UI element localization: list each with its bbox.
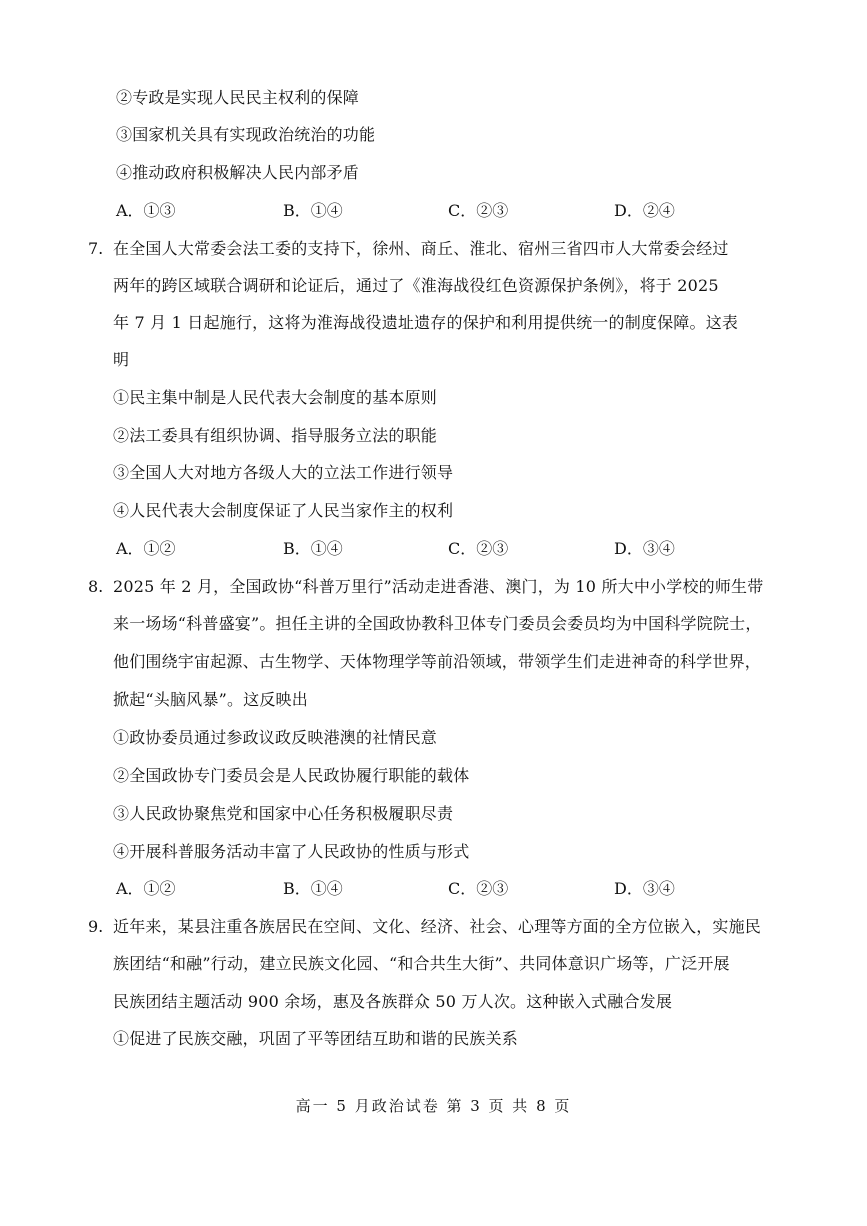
q9-stem-line-2: 族团结“和融”行动，建立民族文化园、“和合共生大街”、共同体意识广场等，广泛开展 [113,954,730,973]
q6-item-2: ②专政是实现人民民主权利的保障 [116,88,360,107]
q6-option-c: C．②③ [448,201,509,220]
q8-item-2: ②全国政协专门委员会是人民政协履行职能的载体 [113,766,470,785]
q8-item-1: ①政协委员通过参政议政反映港澳的社情民意 [113,728,438,747]
q8-option-a: A．①② [116,879,176,898]
q9-item-1: ①促进了民族交融，巩固了平等团结互助和谐的民族关系 [113,1029,519,1048]
q6-option-a: A．①③ [116,201,176,220]
q8-stem-line-4: 掀起“头脑风暴”。这反映出 [113,690,308,709]
q6-option-b: B．①④ [283,201,343,220]
q6-option-d: D．②④ [614,201,675,220]
q7-option-b: B．①④ [283,539,343,558]
q8-option-b: B．①④ [283,879,343,898]
q6-item-4: ④推动政府积极解决人民内部矛盾 [116,163,360,182]
q7-stem-line-3: 年 7 月 1 日起施行，这将为淮海战役遗址遗存的保护和利用提供统一的制度保障。这表 [113,313,739,332]
q8-stem-line-3: 他们围绕宇宙起源、古生物学、天体物理学等前沿领域，带领学生们走进神奇的科学世界， [113,652,762,671]
q9-number: 9. [88,917,104,936]
q8-item-3: ③人民政协聚焦党和国家中心任务积极履职尽责 [113,804,454,823]
q7-option-c: C．②③ [448,539,509,558]
q8-stem-line-1: 2025 年 2 月，全国政协“科普万里行”活动走进香港、澳门，为 10 所大中小学校的师生带 [113,577,764,596]
q7-stem-line-4: 明 [113,350,130,369]
page-footer: 高一 5 月政治试卷 第 3 页 共 8 页 [295,1097,572,1115]
q8-option-c: C．②③ [448,879,509,898]
q8-item-4: ④开展科普服务活动丰富了人民政协的性质与形式 [113,842,470,861]
q7-option-d: D．③④ [614,539,675,558]
q8-stem-line-2: 来一场场“科普盛宴”。担任主讲的全国政协教科卫体专门委员会委员均为中国科学院院士， [113,614,762,633]
q8-option-d: D．③④ [614,879,675,898]
q6-item-3: ③国家机关具有实现政治统治的功能 [116,125,376,144]
q7-stem-line-1: 在全国人大常委会法工委的支持下，徐州、商丘、淮北、宿州三省四市人大常委会经过 [113,239,729,258]
q7-stem-line-2: 两年的跨区域联合调研和论证后，通过了《淮海战役红色资源保护条例》，将于 2025 [113,276,719,295]
q7-item-4: ④人民代表大会制度保证了人民当家作主的权利 [113,501,454,520]
q9-stem-line-3: 民族团结主题活动 900 余场，惠及各族群众 50 万人次。这种嵌入式融合发展 [113,992,673,1011]
q7-item-3: ③全国人大对地方各级人大的立法工作进行领导 [113,463,454,482]
q7-item-1: ①民主集中制是人民代表大会制度的基本原则 [113,388,438,407]
q7-option-a: A．①② [116,539,176,558]
q7-number: 7. [88,239,104,258]
q9-stem-line-1: 近年来，某县注重各族居民在空间、文化、经济、社会、心理等方面的全方位嵌入，实施民 [113,917,762,936]
q7-item-2: ②法工委具有组织协调、指导服务立法的职能 [113,426,438,445]
q8-number: 8. [88,577,104,596]
